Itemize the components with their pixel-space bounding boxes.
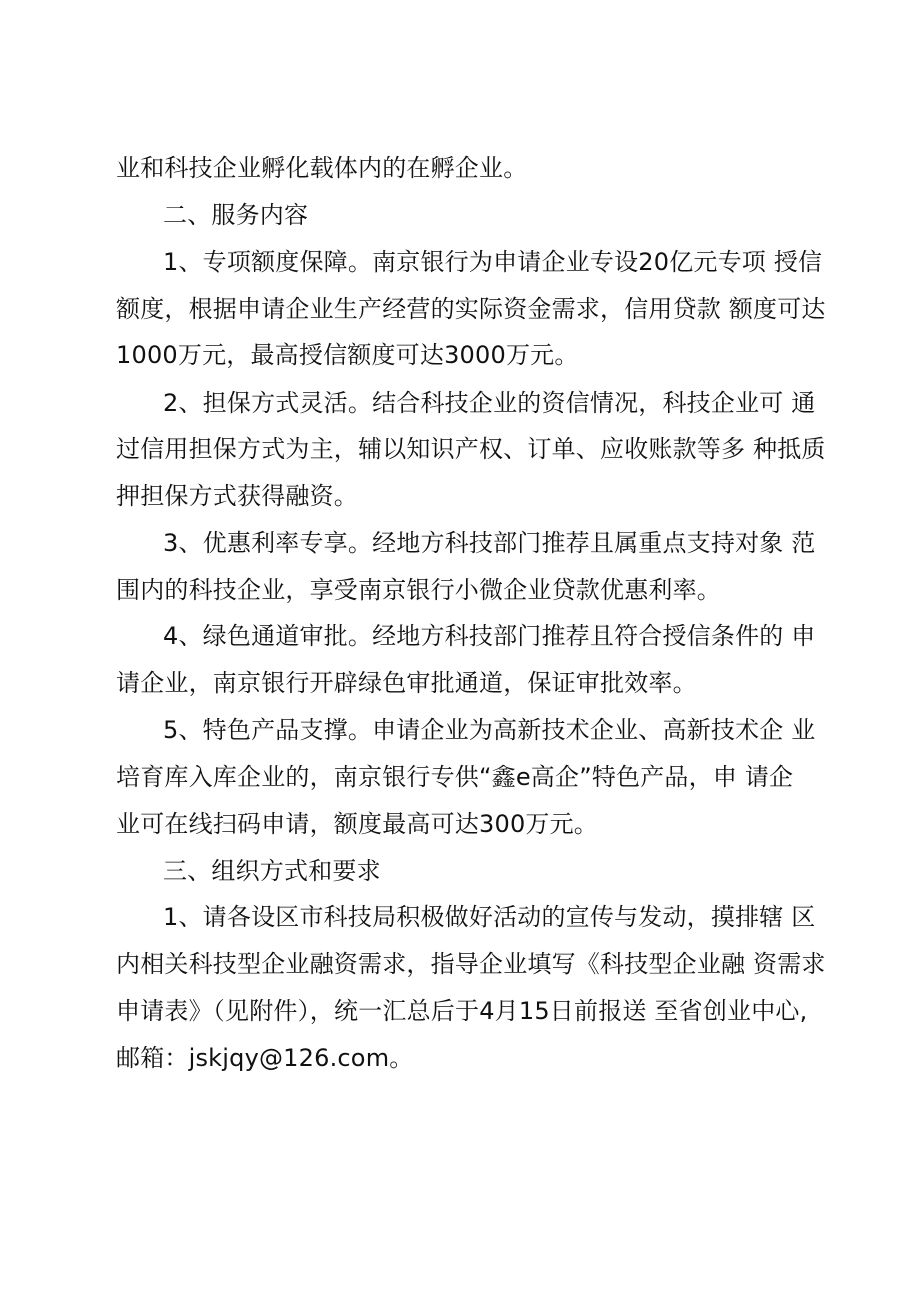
item-3-line-1: 3、优惠利率专享。经地方科技部门推荐且属重点支持对象 范 (163, 529, 816, 557)
paragraph-continuation-line: 业和科技企业孵化载体内的在孵企业。 (116, 154, 528, 182)
item-1-line-3: 1000万元，最高授信额度可达3000万元。 (116, 341, 579, 369)
item-4-line-1: 4、绿色通道审批。经地方科技部门推荐且符合授信条件的 申 (163, 622, 816, 650)
item-4-line-2: 请企业，南京银行开辟绿色审批通道，保证审批效率。 (116, 669, 697, 697)
item-1-line-2: 额度，根据申请企业生产经营的实际资金需求，信用贷款 额度可达 (116, 295, 826, 323)
requirement-1-line-2: 内相关科技型企业融资需求，指导企业填写《科技型企业融 资需求 (116, 950, 826, 978)
email-line: 邮箱：jskjqy@126.com。 (116, 1044, 414, 1072)
section-heading-organization: 三、组织方式和要求 (163, 857, 381, 885)
item-3-line-2: 围内的科技企业，享受南京银行小微企业贷款优惠利率。 (116, 576, 721, 604)
requirement-1-line-1: 1、请各设区市科技局积极做好活动的宣传与发动，摸排辖 区 (163, 903, 816, 931)
item-5-line-2: 培育库入库企业的，南京银行专供“鑫e高企”特色产品，申 请企 (116, 763, 794, 791)
item-5-line-3: 业可在线扫码申请，额度最高可达300万元。 (116, 810, 599, 838)
item-1-line-1: 1、专项额度保障。南京银行为申请企业专设20亿元专项 授信 (163, 248, 823, 276)
requirement-1-line-3: 申请表》（见附件），统一汇总后于4月15日前报送 至省创业中心, (116, 997, 808, 1025)
item-5-line-1: 5、特色产品支撑。申请企业为高新技术企业、高新技术企 业 (163, 716, 816, 744)
item-2-line-3: 押担保方式获得融资。 (116, 482, 358, 510)
item-2-line-1: 2、担保方式灵活。结合科技企业的资信情况，科技企业可 通 (163, 389, 816, 417)
item-2-line-2: 过信用担保方式为主，辅以知识产权、订单、应收账款等多 种抵质 (116, 435, 826, 463)
section-heading-service-content: 二、服务内容 (163, 201, 309, 229)
